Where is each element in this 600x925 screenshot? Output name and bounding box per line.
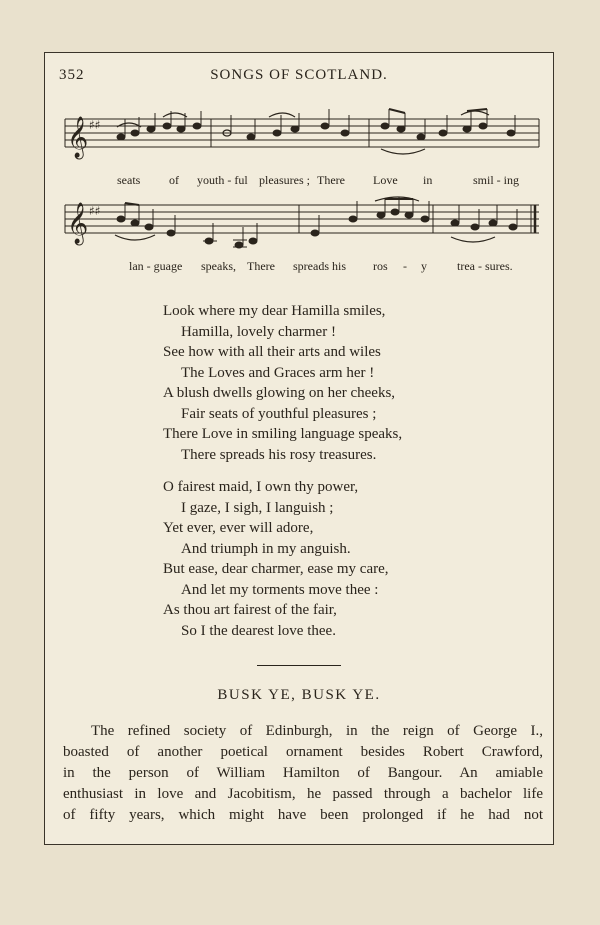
poem-line: As thou art fairest of the fair,: [163, 602, 337, 618]
book-page: [44, 52, 554, 845]
lyric-syllable: There: [247, 259, 275, 273]
lyric-syllable: seats: [117, 173, 141, 187]
poem-line: See how with all their arts and wiles: [163, 344, 381, 360]
lyric-syllable: smil - ing: [473, 173, 520, 187]
poem-line: The Loves and Graces arm her !: [181, 364, 375, 381]
poem-line: There spreads his rosy treasures.: [181, 446, 377, 463]
lyric-syllable: There: [317, 173, 345, 187]
section-title: BUSK YE, BUSK YE.: [217, 687, 381, 703]
lyric-syllable: Love: [373, 173, 398, 187]
prose-line: in the person of William Hamilton of Bangour. An amiable: [63, 765, 543, 781]
svg-text:𝄞: 𝄞: [67, 117, 89, 158]
music-staff-2: [63, 191, 541, 255]
svg-text:𝄞: 𝄞: [67, 203, 89, 244]
prose-line: of fifty years, which might have been prolonged if he had not: [63, 807, 543, 823]
running-title: SONGS OF SCOTLAND.: [210, 67, 388, 83]
poem-line: There Love in smiling language speaks,: [163, 426, 403, 442]
music-notation-2: [63, 191, 541, 255]
poem-line: I gaze, I sigh, I languish ;: [181, 499, 334, 516]
prose-line: boasted of another poetical ornament besides Robert Crawford,: [63, 744, 543, 760]
lyric-syllable: -: [403, 259, 407, 273]
music-notation-1: [63, 105, 541, 169]
lyrics-row-1: [117, 173, 537, 189]
prose-line: enthusiast in love and Jacobitism, he passed through a bachelor life: [63, 786, 543, 802]
svg-text:♯♯: ♯♯: [89, 118, 101, 132]
poem-line: And triumph in my anguish.: [181, 540, 351, 557]
lyric-syllable: in: [423, 173, 433, 187]
poem-line: Hamilla, lovely charmer !: [181, 323, 336, 340]
lyric-syllable: y: [421, 259, 427, 273]
prose-paragraph: [63, 721, 543, 826]
lyric-syllable: spreads his: [293, 259, 346, 273]
poem: [163, 301, 402, 641]
poem-line: Yet ever, ever will adore,: [163, 520, 314, 536]
lyric-syllable: lan - guage: [129, 259, 183, 273]
svg-text:♯♯: ♯♯: [89, 204, 101, 218]
lyric-syllable: youth - ful: [197, 173, 248, 187]
page-number: 352: [59, 67, 85, 83]
poem-stanza-1: [163, 301, 402, 465]
poem-line: A blush dwells glowing on her cheeks,: [163, 385, 396, 401]
poem-line: But ease, dear charmer, ease my care,: [163, 561, 389, 577]
lyrics-row-2: [129, 259, 549, 275]
section-divider: [257, 665, 341, 666]
poem-line: And let my torments move thee :: [181, 581, 379, 598]
poem-stanza-2: [163, 477, 402, 641]
lyric-syllable: trea - sures.: [457, 259, 513, 273]
page-header: [45, 67, 553, 87]
poem-line: Look where my dear Hamilla smiles,: [163, 303, 386, 319]
lyric-syllable: speaks,: [201, 259, 236, 273]
music-staff-1: [63, 105, 541, 169]
lyric-syllable: of: [169, 173, 179, 187]
lyric-syllable: ros: [373, 259, 388, 273]
prose-line: The refined society of Edinburgh, in the reign of George I.,: [91, 723, 543, 739]
poem-line: O fairest maid, I own thy power,: [163, 479, 359, 495]
poem-line: So I the dearest love thee.: [181, 622, 336, 639]
lyric-syllable: pleasures ;: [259, 173, 310, 187]
poem-line: Fair seats of youthful pleasures ;: [181, 405, 377, 422]
